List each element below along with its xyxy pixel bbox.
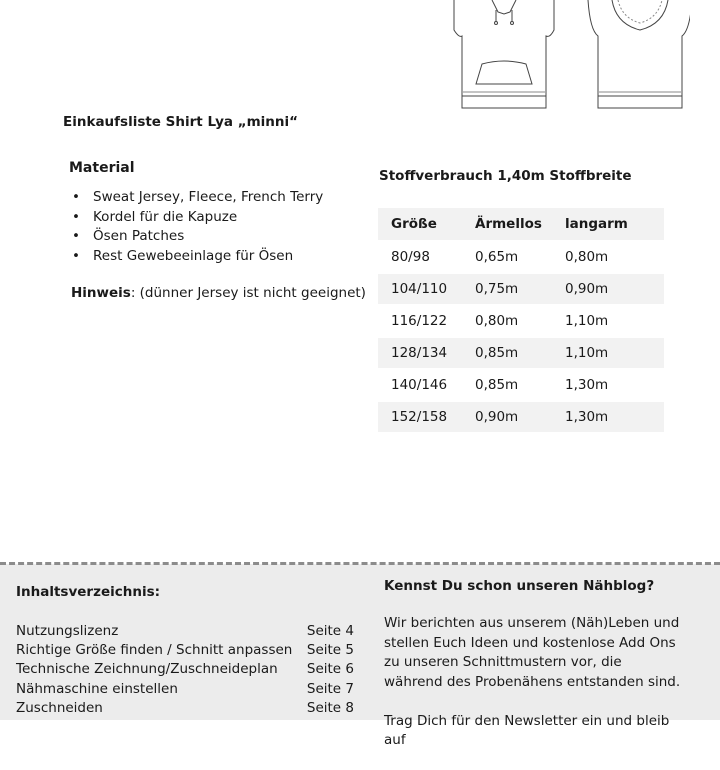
column-header-size: Größe <box>378 208 462 241</box>
shopping-list-title: Einkaufsliste Shirt Lya „minni“ <box>63 114 299 130</box>
table-cell: 0,90m <box>462 401 552 432</box>
table-cell: 0,85m <box>462 369 552 401</box>
table-cell: 0,80m <box>462 305 552 337</box>
toc-entry-label: Nähmaschine einstellen <box>16 680 178 697</box>
table-of-contents <box>16 622 354 718</box>
garment-technical-drawing <box>440 0 690 118</box>
column-header-long-sleeve: langarm <box>552 208 664 241</box>
blog-heading: Kennst Du schon unseren Nähblog? <box>384 578 655 594</box>
table-cell: 80/98 <box>378 241 462 273</box>
toc-entry-page: Seite 8 <box>306 699 354 716</box>
table-cell: 0,80m <box>552 241 664 273</box>
hint-text: : (dünner Jersey ist nicht geeignet) <box>130 285 366 301</box>
toc-entry-license[interactable] <box>16 622 354 641</box>
table-row <box>378 305 664 337</box>
list-item: • Kordel für die Kapuze <box>70 208 323 228</box>
toc-entry-technical-drawing[interactable] <box>16 660 354 679</box>
table-row <box>378 337 664 369</box>
table-cell: 128/134 <box>378 337 462 369</box>
table-cell: 1,10m <box>552 305 664 337</box>
hint-label: Hinweis <box>71 285 131 301</box>
table-cell: 0,75m <box>462 273 552 305</box>
table-row <box>378 273 664 305</box>
toc-heading: Inhaltsverzeichnis: <box>16 584 161 600</box>
table-cell: 1,10m <box>552 337 664 369</box>
toc-entry-label: Richtige Größe finden / Schnitt anpassen <box>16 642 293 659</box>
material-hint <box>71 285 366 301</box>
dashed-cut-line <box>0 562 720 565</box>
table-cell: 0,65m <box>462 241 552 273</box>
table-cell: 0,85m <box>462 337 552 369</box>
table-cell: 1,30m <box>552 401 664 432</box>
toc-entry-page: Seite 6 <box>306 661 354 678</box>
list-item: • Sweat Jersey, Fleece, French Terry <box>70 188 323 208</box>
table-cell: 0,90m <box>552 273 664 305</box>
blog-text <box>384 614 684 770</box>
toc-entry-page: Seite 5 <box>306 642 354 659</box>
list-item: • Ösen Patches <box>70 227 323 247</box>
table-cell: 116/122 <box>378 305 462 337</box>
table-cell: 104/110 <box>378 273 462 305</box>
list-item: • Rest Gewebeeinlage für Ösen <box>70 247 323 267</box>
table-row <box>378 369 664 401</box>
blog-paragraph: Wir berichten aus unserem (Näh)Leben und stellen Euch Ideen und kostenlose Add Ons zu unseren Schnittmustern vor, die während des Probenähens entstanden sind. <box>384 615 681 690</box>
blog-paragraph: Trag Dich für den Newsletter ein und bleib auf <box>384 712 670 748</box>
fabric-usage-table <box>378 208 664 432</box>
toc-entry-page: Seite 7 <box>306 680 354 697</box>
column-header-sleeveless: Ärmellos <box>462 208 552 241</box>
material-list <box>70 188 323 266</box>
toc-entry-cutting[interactable] <box>16 699 354 718</box>
toc-entry-sewing-machine[interactable] <box>16 680 354 699</box>
table-cell: 152/158 <box>378 401 462 432</box>
table-cell: 1,30m <box>552 369 664 401</box>
table-header-row <box>378 208 664 241</box>
table-row <box>378 401 664 432</box>
toc-entry-size[interactable] <box>16 641 354 660</box>
toc-entry-label: Zuschneiden <box>16 699 103 716</box>
toc-entry-label: Nutzungslizenz <box>16 623 119 639</box>
table-cell: 140/146 <box>378 369 462 401</box>
toc-entry-page: Seite 4 <box>306 623 354 639</box>
table-row <box>378 241 664 273</box>
toc-entry-label: Technische Zeichnung/Zuschneideplan <box>16 661 278 678</box>
fabric-usage-title: Stoffverbrauch 1,40m Stoffbreite <box>379 168 632 184</box>
material-heading: Material <box>69 160 135 176</box>
